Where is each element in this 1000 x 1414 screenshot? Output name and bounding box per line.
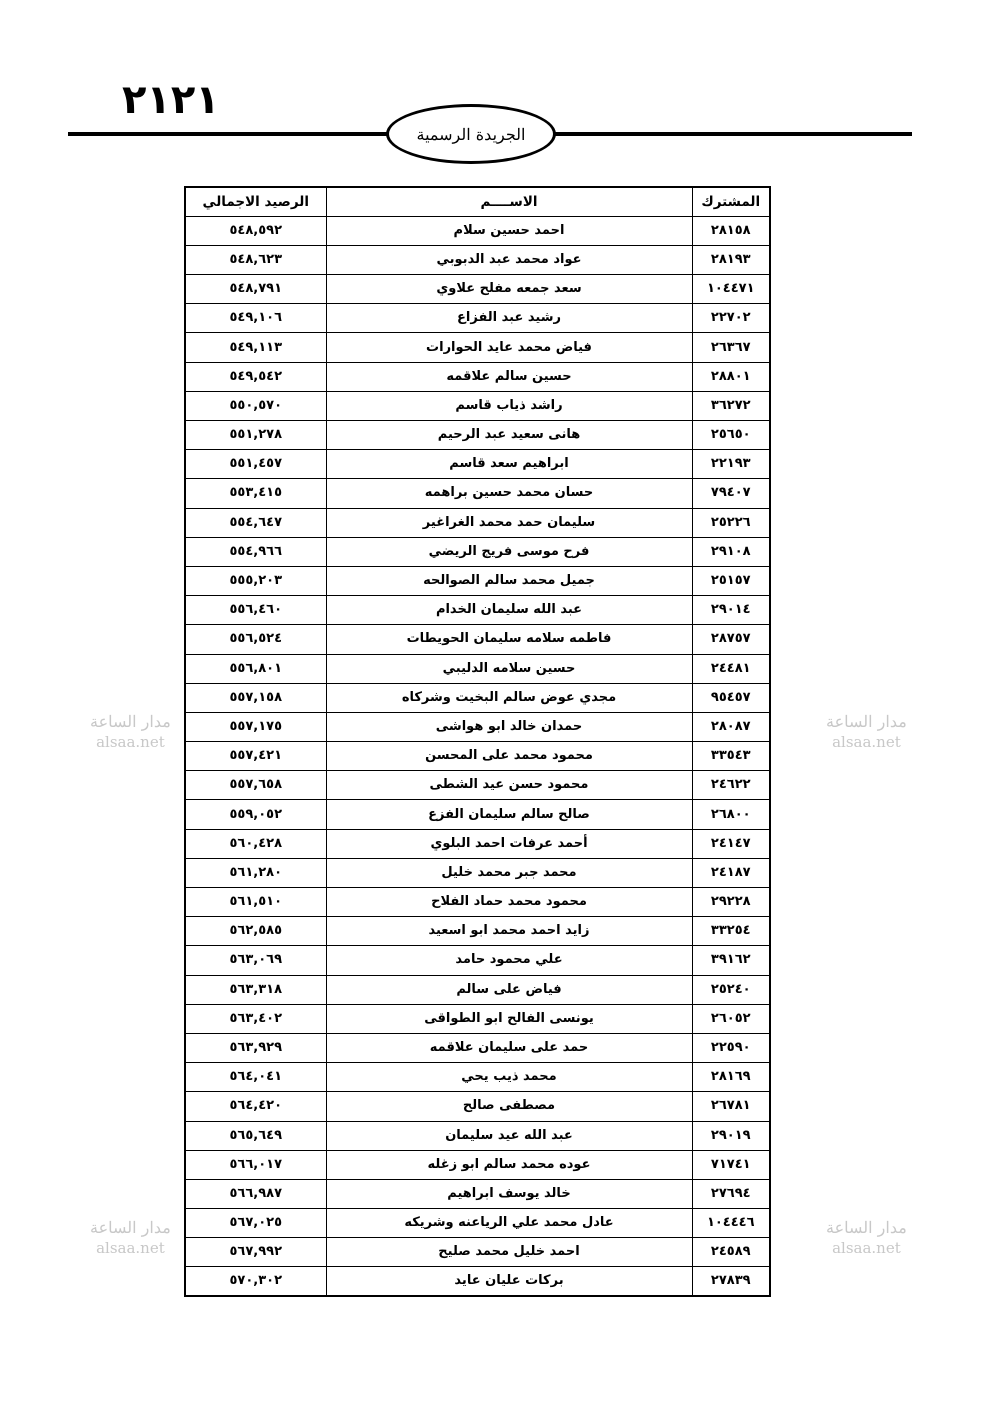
table-row bbox=[185, 888, 770, 917]
table-row bbox=[185, 1063, 770, 1092]
watermark-right-lower bbox=[826, 1218, 907, 1258]
cell-name: جميل محمد سالم الصوالحه bbox=[326, 566, 692, 595]
cell-name: راشد ذياب قاسم bbox=[326, 391, 692, 420]
cell-balance: ٥٧٠,٣٠٢ bbox=[185, 1267, 326, 1296]
cell-name: عواد محمد عبد الدبوبي bbox=[326, 245, 692, 274]
watermark-text-ar: مدار الساعة bbox=[826, 712, 907, 731]
table-row bbox=[185, 362, 770, 391]
watermark-left-lower bbox=[90, 1218, 171, 1258]
cell-balance: ٥٦٧,٩٩٢ bbox=[185, 1238, 326, 1267]
cell-name: سعد جمعه مفلح علاوي bbox=[326, 275, 692, 304]
table-row bbox=[185, 245, 770, 274]
table-row bbox=[185, 917, 770, 946]
cell-name: محمود محمد على المحسن bbox=[326, 742, 692, 771]
cell-name: محمود محمد حماد الفلاح bbox=[326, 888, 692, 917]
cell-name: عوده محمد سالم ابو زغله bbox=[326, 1150, 692, 1179]
cell-name: عادل محمد علي الرياعنه وشريكه bbox=[326, 1209, 692, 1238]
table-row bbox=[185, 1179, 770, 1208]
cell-balance: ٥٦٦,٠١٧ bbox=[185, 1150, 326, 1179]
cell-subscriber: ٢٨١٩٣ bbox=[692, 245, 770, 274]
cell-balance: ٥٤٩,١١٣ bbox=[185, 333, 326, 362]
cell-balance: ٥٦٢,٥٨٥ bbox=[185, 917, 326, 946]
table-row bbox=[185, 1150, 770, 1179]
cell-subscriber: ٢٩٠١٩ bbox=[692, 1121, 770, 1150]
table-row bbox=[185, 946, 770, 975]
watermark-text-ar: مدار الساعة bbox=[90, 712, 171, 731]
cell-subscriber: ٢٤٦٢٢ bbox=[692, 771, 770, 800]
cell-balance: ٥٥٧,١٥٨ bbox=[185, 683, 326, 712]
table-row bbox=[185, 596, 770, 625]
cell-balance: ٥٦٣,٠٦٩ bbox=[185, 946, 326, 975]
cell-name: محمد ذيب يحي bbox=[326, 1063, 692, 1092]
cell-subscriber: ٢٩١٠٨ bbox=[692, 537, 770, 566]
table-row bbox=[185, 450, 770, 479]
table-row bbox=[185, 975, 770, 1004]
cell-balance: ٥٦١,٢٨٠ bbox=[185, 858, 326, 887]
watermark-text-en: alsaa.net bbox=[96, 733, 165, 751]
cell-subscriber: ٣٩١٦٢ bbox=[692, 946, 770, 975]
cell-name: حمدان خالد ابو هواشى bbox=[326, 712, 692, 741]
cell-balance: ٥٤٨,٥٩٢ bbox=[185, 216, 326, 245]
table-row bbox=[185, 858, 770, 887]
table-row bbox=[185, 421, 770, 450]
table-row bbox=[185, 800, 770, 829]
cell-balance: ٥٦٧,٠٢٥ bbox=[185, 1209, 326, 1238]
page-number: ٢١٢١ bbox=[122, 77, 220, 123]
cell-name: ابراهيم سعد قاسم bbox=[326, 450, 692, 479]
cell-balance: ٥٦٦,٩٨٧ bbox=[185, 1179, 326, 1208]
cell-subscriber: ٢٥٢٤٠ bbox=[692, 975, 770, 1004]
cell-balance: ٥٦٣,٣١٨ bbox=[185, 975, 326, 1004]
watermark-text-ar: مدار الساعة bbox=[826, 1218, 907, 1237]
cell-subscriber: ٢٦٣٦٧ bbox=[692, 333, 770, 362]
table-row bbox=[185, 1121, 770, 1150]
table-row bbox=[185, 391, 770, 420]
table-row bbox=[185, 216, 770, 245]
cell-subscriber: ٢٢١٩٣ bbox=[692, 450, 770, 479]
cell-balance: ٥٥٠,٥٧٠ bbox=[185, 391, 326, 420]
cell-name: محمد جبر محمد خليل bbox=[326, 858, 692, 887]
cell-name: عبد الله سليمان الخدام bbox=[326, 596, 692, 625]
cell-balance: ٥٥٥,٢٠٣ bbox=[185, 566, 326, 595]
cell-balance: ٥٥٣,٤١٥ bbox=[185, 479, 326, 508]
cell-balance: ٥٥٧,٤٢١ bbox=[185, 742, 326, 771]
table-row bbox=[185, 829, 770, 858]
table-row bbox=[185, 333, 770, 362]
gazette-title-oval bbox=[386, 104, 556, 164]
cell-subscriber: ٢٨٧٥٧ bbox=[692, 625, 770, 654]
table-row bbox=[185, 683, 770, 712]
cell-name: فياض على سالم bbox=[326, 975, 692, 1004]
table-row bbox=[185, 479, 770, 508]
cell-subscriber: ٢٥٢٢٦ bbox=[692, 508, 770, 537]
table-row bbox=[185, 742, 770, 771]
cell-subscriber: ٢٧٦٩٤ bbox=[692, 1179, 770, 1208]
col-header-balance: الرصيد الاجمالي bbox=[185, 187, 326, 216]
cell-name: احمد خليل محمد صليح bbox=[326, 1238, 692, 1267]
cell-balance: ٥٥٦,٨٠١ bbox=[185, 654, 326, 683]
watermark-text-en: alsaa.net bbox=[832, 733, 901, 751]
cell-name: سليمان حمد محمد الغراغير bbox=[326, 508, 692, 537]
table-row bbox=[185, 566, 770, 595]
cell-balance: ٥٥٦,٤٦٠ bbox=[185, 596, 326, 625]
cell-balance: ٥٥٦,٥٢٤ bbox=[185, 625, 326, 654]
watermark-left-upper bbox=[90, 712, 171, 752]
cell-balance: ٥٦٤,٤٢٠ bbox=[185, 1092, 326, 1121]
cell-subscriber: ٢٦٨٠٠ bbox=[692, 800, 770, 829]
cell-subscriber: ١٠٤٤٤٦ bbox=[692, 1209, 770, 1238]
cell-name: أحمد عرفات احمد البلوي bbox=[326, 829, 692, 858]
cell-balance: ٥٤٩,٥٤٢ bbox=[185, 362, 326, 391]
table-row bbox=[185, 1238, 770, 1267]
col-header-name: الاســــم bbox=[326, 187, 692, 216]
cell-name: حسين سالم علاقمه bbox=[326, 362, 692, 391]
cell-subscriber: ٢٤١٤٧ bbox=[692, 829, 770, 858]
table-row bbox=[185, 654, 770, 683]
cell-name: علي محمود حامد bbox=[326, 946, 692, 975]
cell-subscriber: ٢٤١٨٧ bbox=[692, 858, 770, 887]
watermark-right-upper bbox=[826, 712, 907, 752]
cell-subscriber: ٣٣٢٥٤ bbox=[692, 917, 770, 946]
cell-subscriber: ٢٨١٦٩ bbox=[692, 1063, 770, 1092]
cell-name: خالد يوسف ابراهيم bbox=[326, 1179, 692, 1208]
cell-name: محمود حسن عيد الشطى bbox=[326, 771, 692, 800]
cell-balance: ٥٤٩,١٠٦ bbox=[185, 304, 326, 333]
table-row bbox=[185, 1092, 770, 1121]
cell-balance: ٥٥٧,٦٥٨ bbox=[185, 771, 326, 800]
cell-balance: ٥٦٥,٦٤٩ bbox=[185, 1121, 326, 1150]
cell-balance: ٥٤٨,٧٩١ bbox=[185, 275, 326, 304]
cell-subscriber: ٣٦٢٧٢ bbox=[692, 391, 770, 420]
cell-subscriber: ٣٣٥٤٣ bbox=[692, 742, 770, 771]
cell-name: رشيد عبد الفزاع bbox=[326, 304, 692, 333]
cell-subscriber: ٢٦٧٨١ bbox=[692, 1092, 770, 1121]
cell-name: حسان محمد حسين براهمه bbox=[326, 479, 692, 508]
cell-subscriber: ٩٥٤٥٧ bbox=[692, 683, 770, 712]
cell-balance: ٥٦٠,٤٢٨ bbox=[185, 829, 326, 858]
cell-subscriber: ٢٨٠٨٧ bbox=[692, 712, 770, 741]
cell-name: بركات عليان عايد bbox=[326, 1267, 692, 1296]
watermark-text-en: alsaa.net bbox=[832, 1239, 901, 1257]
cell-subscriber: ٢٢٧٠٢ bbox=[692, 304, 770, 333]
cell-name: عبد الله عيد سليمان bbox=[326, 1121, 692, 1150]
watermark-text-ar: مدار الساعة bbox=[90, 1218, 171, 1237]
cell-balance: ٥٦١,٥١٠ bbox=[185, 888, 326, 917]
table-row bbox=[185, 508, 770, 537]
cell-balance: ٥٥٩,٠٥٢ bbox=[185, 800, 326, 829]
cell-subscriber: ٧٩٤٠٧ bbox=[692, 479, 770, 508]
subscribers-table bbox=[184, 186, 771, 1297]
table-row bbox=[185, 712, 770, 741]
watermark-text-en: alsaa.net bbox=[96, 1239, 165, 1257]
cell-subscriber: ٢٤٤٨١ bbox=[692, 654, 770, 683]
cell-balance: ٥٥٤,٩٦٦ bbox=[185, 537, 326, 566]
cell-name: صالح سالم سليمان الفزع bbox=[326, 800, 692, 829]
cell-name: فياض محمد عايد الحوارات bbox=[326, 333, 692, 362]
cell-balance: ٥٦٤,٠٤١ bbox=[185, 1063, 326, 1092]
cell-subscriber: ٢٥١٥٧ bbox=[692, 566, 770, 595]
table-row bbox=[185, 1004, 770, 1033]
cell-subscriber: ٧١٧٤١ bbox=[692, 1150, 770, 1179]
cell-name: حسين سلامه الدليبي bbox=[326, 654, 692, 683]
table-row bbox=[185, 771, 770, 800]
cell-subscriber: ٢٨٨٠١ bbox=[692, 362, 770, 391]
table-row bbox=[185, 275, 770, 304]
cell-balance: ٥٥١,٢٧٨ bbox=[185, 421, 326, 450]
cell-subscriber: ٢٩٠١٤ bbox=[692, 596, 770, 625]
cell-subscriber: ١٠٤٤٧١ bbox=[692, 275, 770, 304]
cell-balance: ٥٥١,٤٥٧ bbox=[185, 450, 326, 479]
cell-subscriber: ٢٩٢٢٨ bbox=[692, 888, 770, 917]
cell-subscriber: ٢٢٥٩٠ bbox=[692, 1033, 770, 1062]
cell-name: مجدي عوض سالم البخيت وشركاه bbox=[326, 683, 692, 712]
cell-balance: ٥٥٧,١٧٥ bbox=[185, 712, 326, 741]
cell-name: احمد حسين سلام bbox=[326, 216, 692, 245]
cell-name: فرح موسى فريج الريضي bbox=[326, 537, 692, 566]
table-row bbox=[185, 625, 770, 654]
table-row bbox=[185, 1209, 770, 1238]
cell-name: مصطفى صالح bbox=[326, 1092, 692, 1121]
gazette-title: الجريدة الرسمية bbox=[416, 124, 526, 144]
cell-name: حمد على سليمان علاقمه bbox=[326, 1033, 692, 1062]
table-row bbox=[185, 304, 770, 333]
cell-subscriber: ٢٥٦٥٠ bbox=[692, 421, 770, 450]
cell-balance: ٥٥٤,٦٤٧ bbox=[185, 508, 326, 537]
cell-name: زايد احمد محمد ابو اسعيد bbox=[326, 917, 692, 946]
cell-name: هانى سعيد عبد الرحيم bbox=[326, 421, 692, 450]
cell-name: يونسى الفالح ابو الطواقى bbox=[326, 1004, 692, 1033]
table-row bbox=[185, 537, 770, 566]
cell-balance: ٥٦٣,٤٠٢ bbox=[185, 1004, 326, 1033]
table-row bbox=[185, 1033, 770, 1062]
cell-subscriber: ٢٦٠٥٢ bbox=[692, 1004, 770, 1033]
cell-subscriber: ٢٨١٥٨ bbox=[692, 216, 770, 245]
cell-name: فاطمه سلامه سليمان الحويطات bbox=[326, 625, 692, 654]
col-header-subscriber: المشترك bbox=[692, 187, 770, 216]
cell-subscriber: ٢٧٨٣٩ bbox=[692, 1267, 770, 1296]
cell-subscriber: ٢٤٥٨٩ bbox=[692, 1238, 770, 1267]
table-header-row bbox=[185, 187, 770, 216]
cell-balance: ٥٤٨,٦٢٣ bbox=[185, 245, 326, 274]
table-row bbox=[185, 1267, 770, 1296]
cell-balance: ٥٦٣,٩٢٩ bbox=[185, 1033, 326, 1062]
